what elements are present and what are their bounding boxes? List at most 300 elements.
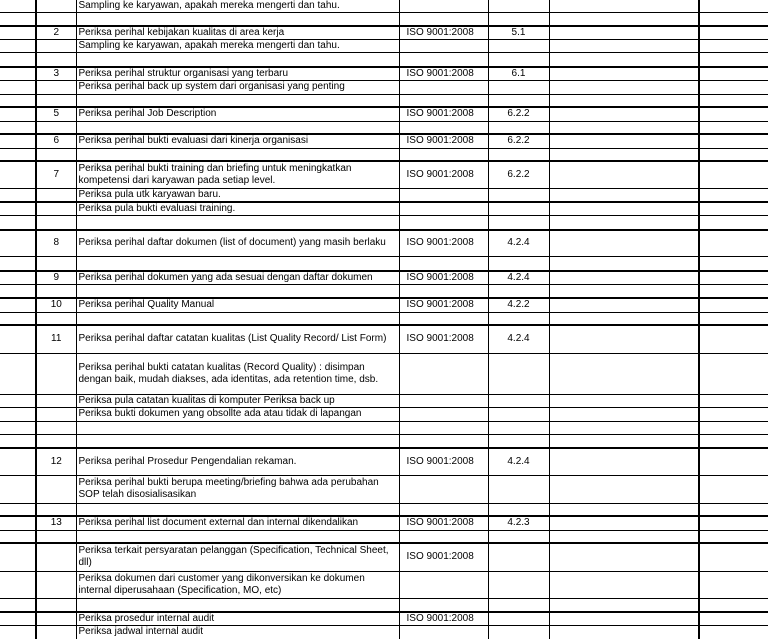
remarks-cell (699, 448, 768, 475)
remarks-cell (699, 312, 768, 325)
item-number-cell (36, 503, 76, 516)
margin-cell (0, 13, 36, 26)
remarks-cell (699, 543, 768, 571)
checklist-item-cell (76, 434, 399, 448)
notes-cell (549, 53, 699, 67)
notes-cell (549, 188, 699, 202)
standard-cell: ISO 9001:2008 (399, 26, 488, 40)
notes-cell (549, 394, 699, 407)
checklist-item-cell (76, 216, 399, 230)
checklist-item-cell: Periksa perihal daftar dokumen (list of document) yang masih berlaku (76, 230, 399, 257)
notes-cell (549, 161, 699, 188)
notes-cell (549, 325, 699, 353)
item-number-cell (36, 202, 76, 216)
checklist-item-cell: Periksa perihal bukti evaluasi dari kinerja organisasi (76, 134, 399, 148)
clause-cell: 6.1 (488, 67, 549, 81)
remarks-cell (699, 202, 768, 216)
table-row (0, 257, 768, 271)
checklist-item-cell (76, 257, 399, 271)
standard-cell (399, 121, 488, 134)
checklist-item-cell (76, 503, 399, 516)
remarks-cell (699, 13, 768, 26)
standard-cell (399, 40, 488, 53)
clause-cell: 5.1 (488, 26, 549, 40)
clause-cell (488, 598, 549, 612)
margin-cell (0, 475, 36, 503)
clause-cell: 4.2.3 (488, 516, 549, 530)
checklist-item-cell: Periksa perihal Prosedur Pengendalian rekaman. (76, 448, 399, 475)
margin-cell (0, 503, 36, 516)
item-number-cell (36, 148, 76, 161)
margin-cell (0, 0, 36, 13)
notes-cell (549, 26, 699, 40)
item-number-cell (36, 353, 76, 394)
checklist-item-cell (76, 94, 399, 107)
table-row (0, 571, 768, 598)
table-row (0, 148, 768, 161)
notes-cell (549, 107, 699, 121)
remarks-cell (699, 148, 768, 161)
notes-cell (549, 571, 699, 598)
item-number-cell (36, 612, 76, 626)
table-row (0, 598, 768, 612)
remarks-cell (699, 298, 768, 312)
table-row (0, 475, 768, 503)
remarks-cell (699, 134, 768, 148)
item-number-cell (36, 13, 76, 26)
clause-cell: 6.2.2 (488, 107, 549, 121)
table-row (0, 271, 768, 285)
standard-cell: ISO 9001:2008 (399, 516, 488, 530)
clause-cell (488, 421, 549, 434)
margin-cell (0, 571, 36, 598)
clause-cell: 4.2.2 (488, 298, 549, 312)
margin-cell (0, 353, 36, 394)
margin-cell (0, 121, 36, 134)
item-number-cell (36, 94, 76, 107)
margin-cell (0, 394, 36, 407)
margin-cell (0, 134, 36, 148)
notes-cell (549, 626, 699, 639)
notes-cell (549, 202, 699, 216)
table-row (0, 188, 768, 202)
remarks-cell (699, 407, 768, 421)
standard-cell: ISO 9001:2008 (399, 67, 488, 81)
table-row (0, 298, 768, 312)
standard-cell (399, 475, 488, 503)
checklist-item-cell: Sampling ke karyawan, apakah mereka mengerti dan tahu. (76, 0, 399, 13)
checklist-item-cell: Periksa perihal Job Description (76, 107, 399, 121)
standard-cell (399, 530, 488, 543)
standard-cell (399, 80, 488, 94)
checklist-item-cell: Periksa perihal bukti catatan kualitas (Record Quality) : disimpan dengan baik, mudah diakses, ada identitas, ada retention time, dsb. (76, 353, 399, 394)
item-number-cell: 10 (36, 298, 76, 312)
standard-cell (399, 284, 488, 298)
item-number-cell (36, 80, 76, 94)
standard-cell: ISO 9001:2008 (399, 612, 488, 626)
margin-cell (0, 543, 36, 571)
table-row (0, 134, 768, 148)
checklist-item-cell (76, 13, 399, 26)
notes-cell (549, 13, 699, 26)
table-row (0, 94, 768, 107)
margin-cell (0, 216, 36, 230)
clause-cell (488, 530, 549, 543)
checklist-item-cell (76, 598, 399, 612)
item-number-cell (36, 188, 76, 202)
notes-cell (549, 257, 699, 271)
notes-cell (549, 0, 699, 13)
remarks-cell (699, 107, 768, 121)
checklist-item-cell: Periksa perihal list document external dan internal dikendalikan (76, 516, 399, 530)
table-row (0, 612, 768, 626)
notes-cell (549, 407, 699, 421)
clause-cell (488, 216, 549, 230)
standard-cell: ISO 9001:2008 (399, 230, 488, 257)
standard-cell (399, 421, 488, 434)
checklist-item-cell: Sampling ke karyawan, apakah mereka mengerti dan tahu. (76, 40, 399, 53)
table-row (0, 107, 768, 121)
item-number-cell (36, 284, 76, 298)
checklist-item-cell (76, 148, 399, 161)
checklist-item-cell (76, 53, 399, 67)
remarks-cell (699, 421, 768, 434)
remarks-cell (699, 325, 768, 353)
item-number-cell: 12 (36, 448, 76, 475)
clause-cell (488, 434, 549, 448)
clause-cell (488, 407, 549, 421)
remarks-cell (699, 0, 768, 13)
table-row (0, 434, 768, 448)
checklist-item-cell: Periksa dokumen dari customer yang dikonversikan ke dokumen internal diperusahaan (Specification, MO, etc) (76, 571, 399, 598)
standard-cell (399, 257, 488, 271)
table-row (0, 161, 768, 188)
table-row (0, 202, 768, 216)
clause-cell (488, 53, 549, 67)
clause-cell (488, 40, 549, 53)
item-number-cell: 3 (36, 67, 76, 81)
margin-cell (0, 407, 36, 421)
standard-cell (399, 94, 488, 107)
remarks-cell (699, 475, 768, 503)
table-row (0, 0, 768, 13)
table-row (0, 353, 768, 394)
checklist-item-cell: Periksa pula catatan kualitas di komputer Periksa back up (76, 394, 399, 407)
notes-cell (549, 134, 699, 148)
standard-cell: ISO 9001:2008 (399, 448, 488, 475)
margin-cell (0, 298, 36, 312)
notes-cell (549, 40, 699, 53)
notes-cell (549, 148, 699, 161)
clause-cell: 6.2.2 (488, 134, 549, 148)
remarks-cell (699, 271, 768, 285)
notes-cell (549, 475, 699, 503)
clause-cell (488, 353, 549, 394)
table-row (0, 121, 768, 134)
checklist-item-cell: Periksa pula bukti evaluasi training. (76, 202, 399, 216)
notes-cell (549, 448, 699, 475)
clause-cell: 4.2.4 (488, 325, 549, 353)
table-row (0, 394, 768, 407)
checklist-item-cell: Periksa perihal struktur organisasi yang terbaru (76, 67, 399, 81)
item-number-cell (36, 257, 76, 271)
standard-cell (399, 503, 488, 516)
standard-cell (399, 0, 488, 13)
table-row (0, 516, 768, 530)
clause-cell (488, 475, 549, 503)
standard-cell: ISO 9001:2008 (399, 298, 488, 312)
notes-cell (549, 284, 699, 298)
margin-cell (0, 53, 36, 67)
remarks-cell (699, 216, 768, 230)
margin-cell (0, 516, 36, 530)
notes-cell (549, 80, 699, 94)
standard-cell (399, 202, 488, 216)
clause-cell (488, 188, 549, 202)
item-number-cell: 8 (36, 230, 76, 257)
notes-cell (549, 312, 699, 325)
margin-cell (0, 612, 36, 626)
remarks-cell (699, 394, 768, 407)
checklist-item-cell: Periksa perihal bukti training dan briefing untuk meningkatkan kompetensi dari karyawan pada setiap level. (76, 161, 399, 188)
margin-cell (0, 230, 36, 257)
clause-cell (488, 202, 549, 216)
margin-cell (0, 202, 36, 216)
item-number-cell (36, 0, 76, 13)
clause-cell: 4.2.4 (488, 230, 549, 257)
remarks-cell (699, 161, 768, 188)
item-number-cell (36, 394, 76, 407)
remarks-cell (699, 53, 768, 67)
margin-cell (0, 598, 36, 612)
table-row (0, 26, 768, 40)
remarks-cell (699, 434, 768, 448)
table-row (0, 216, 768, 230)
standard-cell: ISO 9001:2008 (399, 107, 488, 121)
checklist-item-cell: Periksa perihal dokumen yang ada sesuai dengan daftar dokumen (76, 271, 399, 285)
checklist-item-cell (76, 530, 399, 543)
margin-cell (0, 421, 36, 434)
notes-cell (549, 503, 699, 516)
item-number-cell (36, 598, 76, 612)
item-number-cell (36, 216, 76, 230)
remarks-cell (699, 94, 768, 107)
standard-cell (399, 216, 488, 230)
clause-cell (488, 0, 549, 13)
checklist-item-cell (76, 421, 399, 434)
notes-cell (549, 94, 699, 107)
item-number-cell: 13 (36, 516, 76, 530)
remarks-cell (699, 121, 768, 134)
margin-cell (0, 271, 36, 285)
remarks-cell (699, 626, 768, 639)
remarks-cell (699, 284, 768, 298)
clause-cell: 4.2.4 (488, 271, 549, 285)
remarks-cell (699, 26, 768, 40)
notes-cell (549, 421, 699, 434)
remarks-cell (699, 612, 768, 626)
margin-cell (0, 257, 36, 271)
checklist-item-cell: Periksa perihal kebijakan kualitas di area kerja (76, 26, 399, 40)
table-row (0, 543, 768, 571)
standard-cell (399, 53, 488, 67)
margin-cell (0, 26, 36, 40)
item-number-cell (36, 40, 76, 53)
clause-cell (488, 394, 549, 407)
clause-cell (488, 94, 549, 107)
standard-cell (399, 353, 488, 394)
remarks-cell (699, 598, 768, 612)
checklist-item-cell (76, 312, 399, 325)
checklist-item-cell: Periksa perihal Quality Manual (76, 298, 399, 312)
standard-cell: ISO 9001:2008 (399, 543, 488, 571)
standard-cell (399, 312, 488, 325)
item-number-cell (36, 312, 76, 325)
margin-cell (0, 312, 36, 325)
margin-cell (0, 448, 36, 475)
margin-cell (0, 434, 36, 448)
notes-cell (549, 271, 699, 285)
item-number-cell (36, 434, 76, 448)
remarks-cell (699, 188, 768, 202)
margin-cell (0, 284, 36, 298)
checklist-item-cell: Periksa pula utk karyawan baru. (76, 188, 399, 202)
checklist-item-cell: Periksa perihal back up system dari organisasi yang penting (76, 80, 399, 94)
margin-cell (0, 40, 36, 53)
margin-cell (0, 188, 36, 202)
table-row (0, 80, 768, 94)
clause-cell (488, 571, 549, 598)
margin-cell (0, 67, 36, 81)
margin-cell (0, 161, 36, 188)
item-number-cell (36, 543, 76, 571)
table-row (0, 312, 768, 325)
table-row (0, 448, 768, 475)
item-number-cell: 11 (36, 325, 76, 353)
standard-cell (399, 148, 488, 161)
checklist-item-cell: Periksa bukti dokumen yang obsollte ada atau tidak di lapangan (76, 407, 399, 421)
standard-cell: ISO 9001:2008 (399, 134, 488, 148)
table-row (0, 325, 768, 353)
item-number-cell: 9 (36, 271, 76, 285)
item-number-cell (36, 475, 76, 503)
checklist-item-cell: Periksa perihal bukti berupa meeting/briefing bahwa ada perubahan SOP telah disosialisasikan (76, 475, 399, 503)
margin-cell (0, 80, 36, 94)
margin-cell (0, 148, 36, 161)
standard-cell: ISO 9001:2008 (399, 271, 488, 285)
item-number-cell (36, 121, 76, 134)
item-number-cell: 5 (36, 107, 76, 121)
item-number-cell (36, 530, 76, 543)
notes-cell (549, 516, 699, 530)
standard-cell (399, 407, 488, 421)
notes-cell (549, 216, 699, 230)
table-row (0, 626, 768, 639)
notes-cell (549, 230, 699, 257)
standard-cell: ISO 9001:2008 (399, 325, 488, 353)
clause-cell (488, 284, 549, 298)
clause-cell (488, 626, 549, 639)
standard-cell (399, 626, 488, 639)
table-row (0, 503, 768, 516)
table-row (0, 284, 768, 298)
margin-cell (0, 530, 36, 543)
item-number-cell: 6 (36, 134, 76, 148)
remarks-cell (699, 257, 768, 271)
standard-cell (399, 188, 488, 202)
notes-cell (549, 121, 699, 134)
item-number-cell (36, 421, 76, 434)
checklist-item-cell: Periksa jadwal internal audit (76, 626, 399, 639)
table-row (0, 407, 768, 421)
clause-cell (488, 148, 549, 161)
table-row (0, 13, 768, 26)
table-row (0, 530, 768, 543)
remarks-cell (699, 230, 768, 257)
clause-cell: 4.2.4 (488, 448, 549, 475)
clause-cell (488, 121, 549, 134)
standard-cell (399, 598, 488, 612)
notes-cell (549, 353, 699, 394)
table-row (0, 421, 768, 434)
table-row (0, 67, 768, 81)
clause-cell (488, 503, 549, 516)
notes-cell (549, 298, 699, 312)
item-number-cell (36, 53, 76, 67)
item-number-cell (36, 407, 76, 421)
notes-cell (549, 434, 699, 448)
notes-cell (549, 530, 699, 543)
clause-cell (488, 80, 549, 94)
remarks-cell (699, 67, 768, 81)
notes-cell (549, 612, 699, 626)
item-number-cell: 2 (36, 26, 76, 40)
clause-cell (488, 543, 549, 571)
standard-cell (399, 571, 488, 598)
remarks-cell (699, 530, 768, 543)
margin-cell (0, 94, 36, 107)
clause-cell: 6.2.2 (488, 161, 549, 188)
standard-cell (399, 434, 488, 448)
checklist-item-cell (76, 284, 399, 298)
remarks-cell (699, 353, 768, 394)
margin-cell (0, 626, 36, 639)
checklist-item-cell (76, 121, 399, 134)
clause-cell (488, 257, 549, 271)
notes-cell (549, 543, 699, 571)
checklist-item-cell: Periksa perihal daftar catatan kualitas (List Quality Record/ List Form) (76, 325, 399, 353)
table-row (0, 40, 768, 53)
standard-cell (399, 13, 488, 26)
remarks-cell (699, 516, 768, 530)
clause-cell (488, 312, 549, 325)
clause-cell (488, 13, 549, 26)
remarks-cell (699, 40, 768, 53)
checklist-item-cell: Periksa terkait persyaratan pelanggan (Specification, Technical Sheet, dll) (76, 543, 399, 571)
table-row (0, 230, 768, 257)
table-row (0, 53, 768, 67)
notes-cell (549, 598, 699, 612)
clause-cell (488, 612, 549, 626)
margin-cell (0, 107, 36, 121)
item-number-cell (36, 626, 76, 639)
margin-cell (0, 325, 36, 353)
standard-cell (399, 394, 488, 407)
remarks-cell (699, 571, 768, 598)
remarks-cell (699, 503, 768, 516)
remarks-cell (699, 80, 768, 94)
checklist-item-cell: Periksa prosedur internal audit (76, 612, 399, 626)
